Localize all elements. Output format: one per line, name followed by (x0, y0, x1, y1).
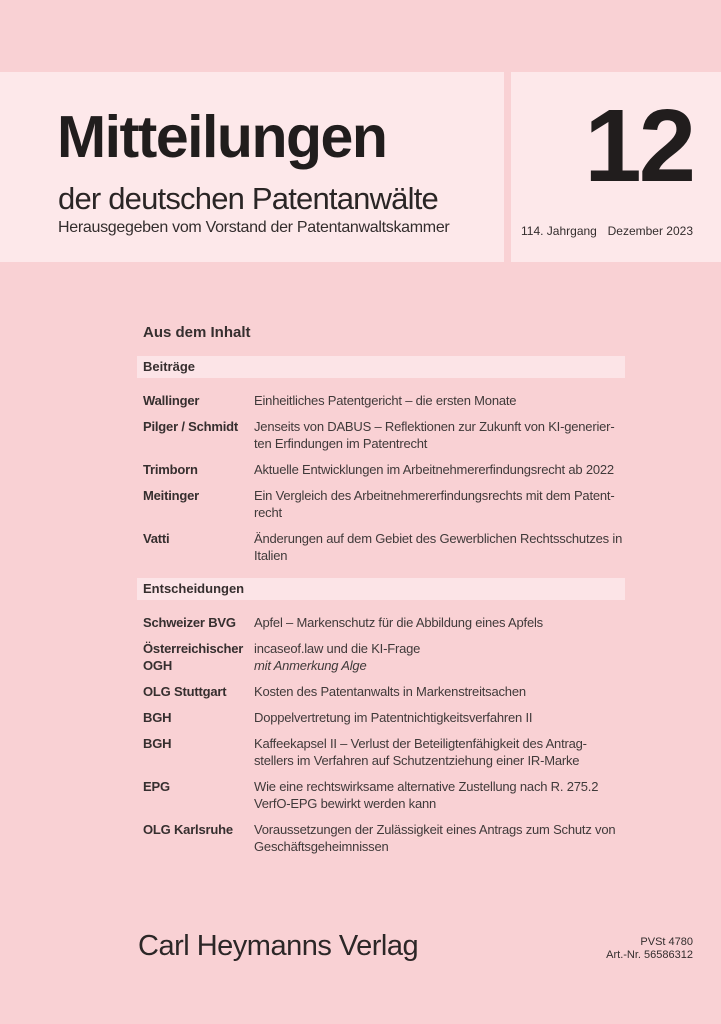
section-title: Entscheidungen (143, 581, 245, 596)
journal-subtitle: der deutschen Patentanwälte (58, 181, 438, 216)
entry-line: Apfel – Markenschutz für die Abbildung eines Apfels (254, 615, 543, 630)
entry-title (254, 487, 625, 521)
entry-title (254, 821, 625, 855)
entry-title (254, 709, 625, 726)
entry-label: EPG (143, 779, 170, 794)
section-rows (137, 614, 625, 855)
entry-title (254, 735, 625, 769)
article-number: Art.-Nr. 56586312 (606, 949, 693, 961)
entry-line: Italien (254, 548, 288, 563)
entry-line: Kaffeekapsel II – Verlust der Beteiligtenfähigkeit des Antrag- (254, 736, 587, 751)
entry-title (254, 683, 625, 700)
entry-row (137, 709, 625, 726)
entry-label: Wallinger (143, 393, 200, 408)
entry-row (137, 778, 625, 812)
entry-row (137, 487, 625, 521)
publisher-name: Carl Heymanns Verlag (138, 930, 419, 962)
entry-line: Kosten des Patentanwalts in Markenstreitsachen (254, 684, 526, 699)
issue-date: Dezember 2023 (607, 224, 693, 238)
issue-number: 12 (584, 88, 693, 203)
journal-title: Mitteilungen (57, 104, 387, 170)
entry-row (137, 735, 625, 769)
entry-label: Meitinger (143, 488, 199, 503)
entry-row (137, 683, 625, 700)
entry-line: Ein Vergleich des Arbeitnehmererfindungsrechts mit dem Patent- (254, 488, 615, 503)
entry-label: Trimborn (143, 462, 198, 477)
volume-label: 114. Jahrgang (521, 224, 597, 238)
entry-line: Voraussetzungen der Zulässigkeit eines Antrags zum Schutz von (254, 822, 616, 837)
pvst-code: PVSt 4780 (640, 936, 693, 948)
entry-title (254, 418, 625, 452)
entry-row (137, 821, 625, 855)
entry-line: VerfO-EPG bewirkt werden kann (254, 796, 437, 811)
entry-line: stellers im Verfahren auf Schutzentziehung einer IR-Marke (254, 753, 580, 768)
entry-line: Jenseits von DABUS – Reflektionen zur Zukunft von KI-generier- (254, 419, 615, 434)
entry-row (137, 461, 625, 478)
entry-line: Einheitliches Patentgericht – die ersten Monate (254, 393, 517, 408)
entry-label: Österreichischer OGH (143, 641, 244, 673)
entry-title (254, 614, 625, 631)
entry-line: Aktuelle Entwicklungen im Arbeitnehmererfindungsrecht ab 2022 (254, 462, 614, 477)
volume-row (521, 224, 693, 238)
entry-row (137, 418, 625, 452)
contents-area (137, 318, 625, 864)
print-codes (606, 936, 693, 962)
entry-label: Vatti (143, 531, 170, 546)
entry-line: Doppelvertretung im Patentnichtigkeitsverfahren II (254, 710, 533, 725)
entry-label: BGH (143, 736, 172, 751)
entry-label: Schweizer BVG (143, 615, 236, 630)
entry-row (137, 640, 625, 674)
entry-line: mit Anmerkung Alge (254, 658, 367, 673)
entry-line: Geschäftsgeheimnissen (254, 839, 389, 854)
section-band (137, 578, 625, 600)
entry-label: OLG Karlsruhe (143, 822, 233, 837)
entry-row (137, 530, 625, 564)
entry-line: ten Erfindungen im Patentrecht (254, 436, 428, 451)
section-rows (137, 392, 625, 564)
entry-label: Pilger / Schmidt (143, 419, 239, 434)
section-title: Beiträge (143, 359, 196, 374)
entry-title (254, 778, 625, 812)
entry-line: recht (254, 505, 282, 520)
entry-line: Änderungen auf dem Gebiet des Gewerblichen Rechtsschutzes in (254, 531, 623, 546)
entry-title (254, 530, 625, 564)
entry-title (254, 392, 625, 409)
entry-title (254, 640, 625, 674)
entry-label: BGH (143, 710, 172, 725)
publisher-line: Herausgegeben vom Vorstand der Patentanwaltskammer (58, 219, 450, 236)
entry-title (254, 461, 625, 478)
entry-line: incaseof.law und die KI-Frage (254, 641, 421, 656)
entry-row (137, 614, 625, 631)
section-band (137, 356, 625, 378)
entry-label: OLG Stuttgart (143, 684, 227, 699)
contents-sections (137, 356, 625, 855)
entry-row (137, 392, 625, 409)
entry-line: Wie eine rechtswirksame alternative Zustellung nach R. 275.2 (254, 779, 599, 794)
contents-heading: Aus dem Inhalt (143, 324, 251, 341)
